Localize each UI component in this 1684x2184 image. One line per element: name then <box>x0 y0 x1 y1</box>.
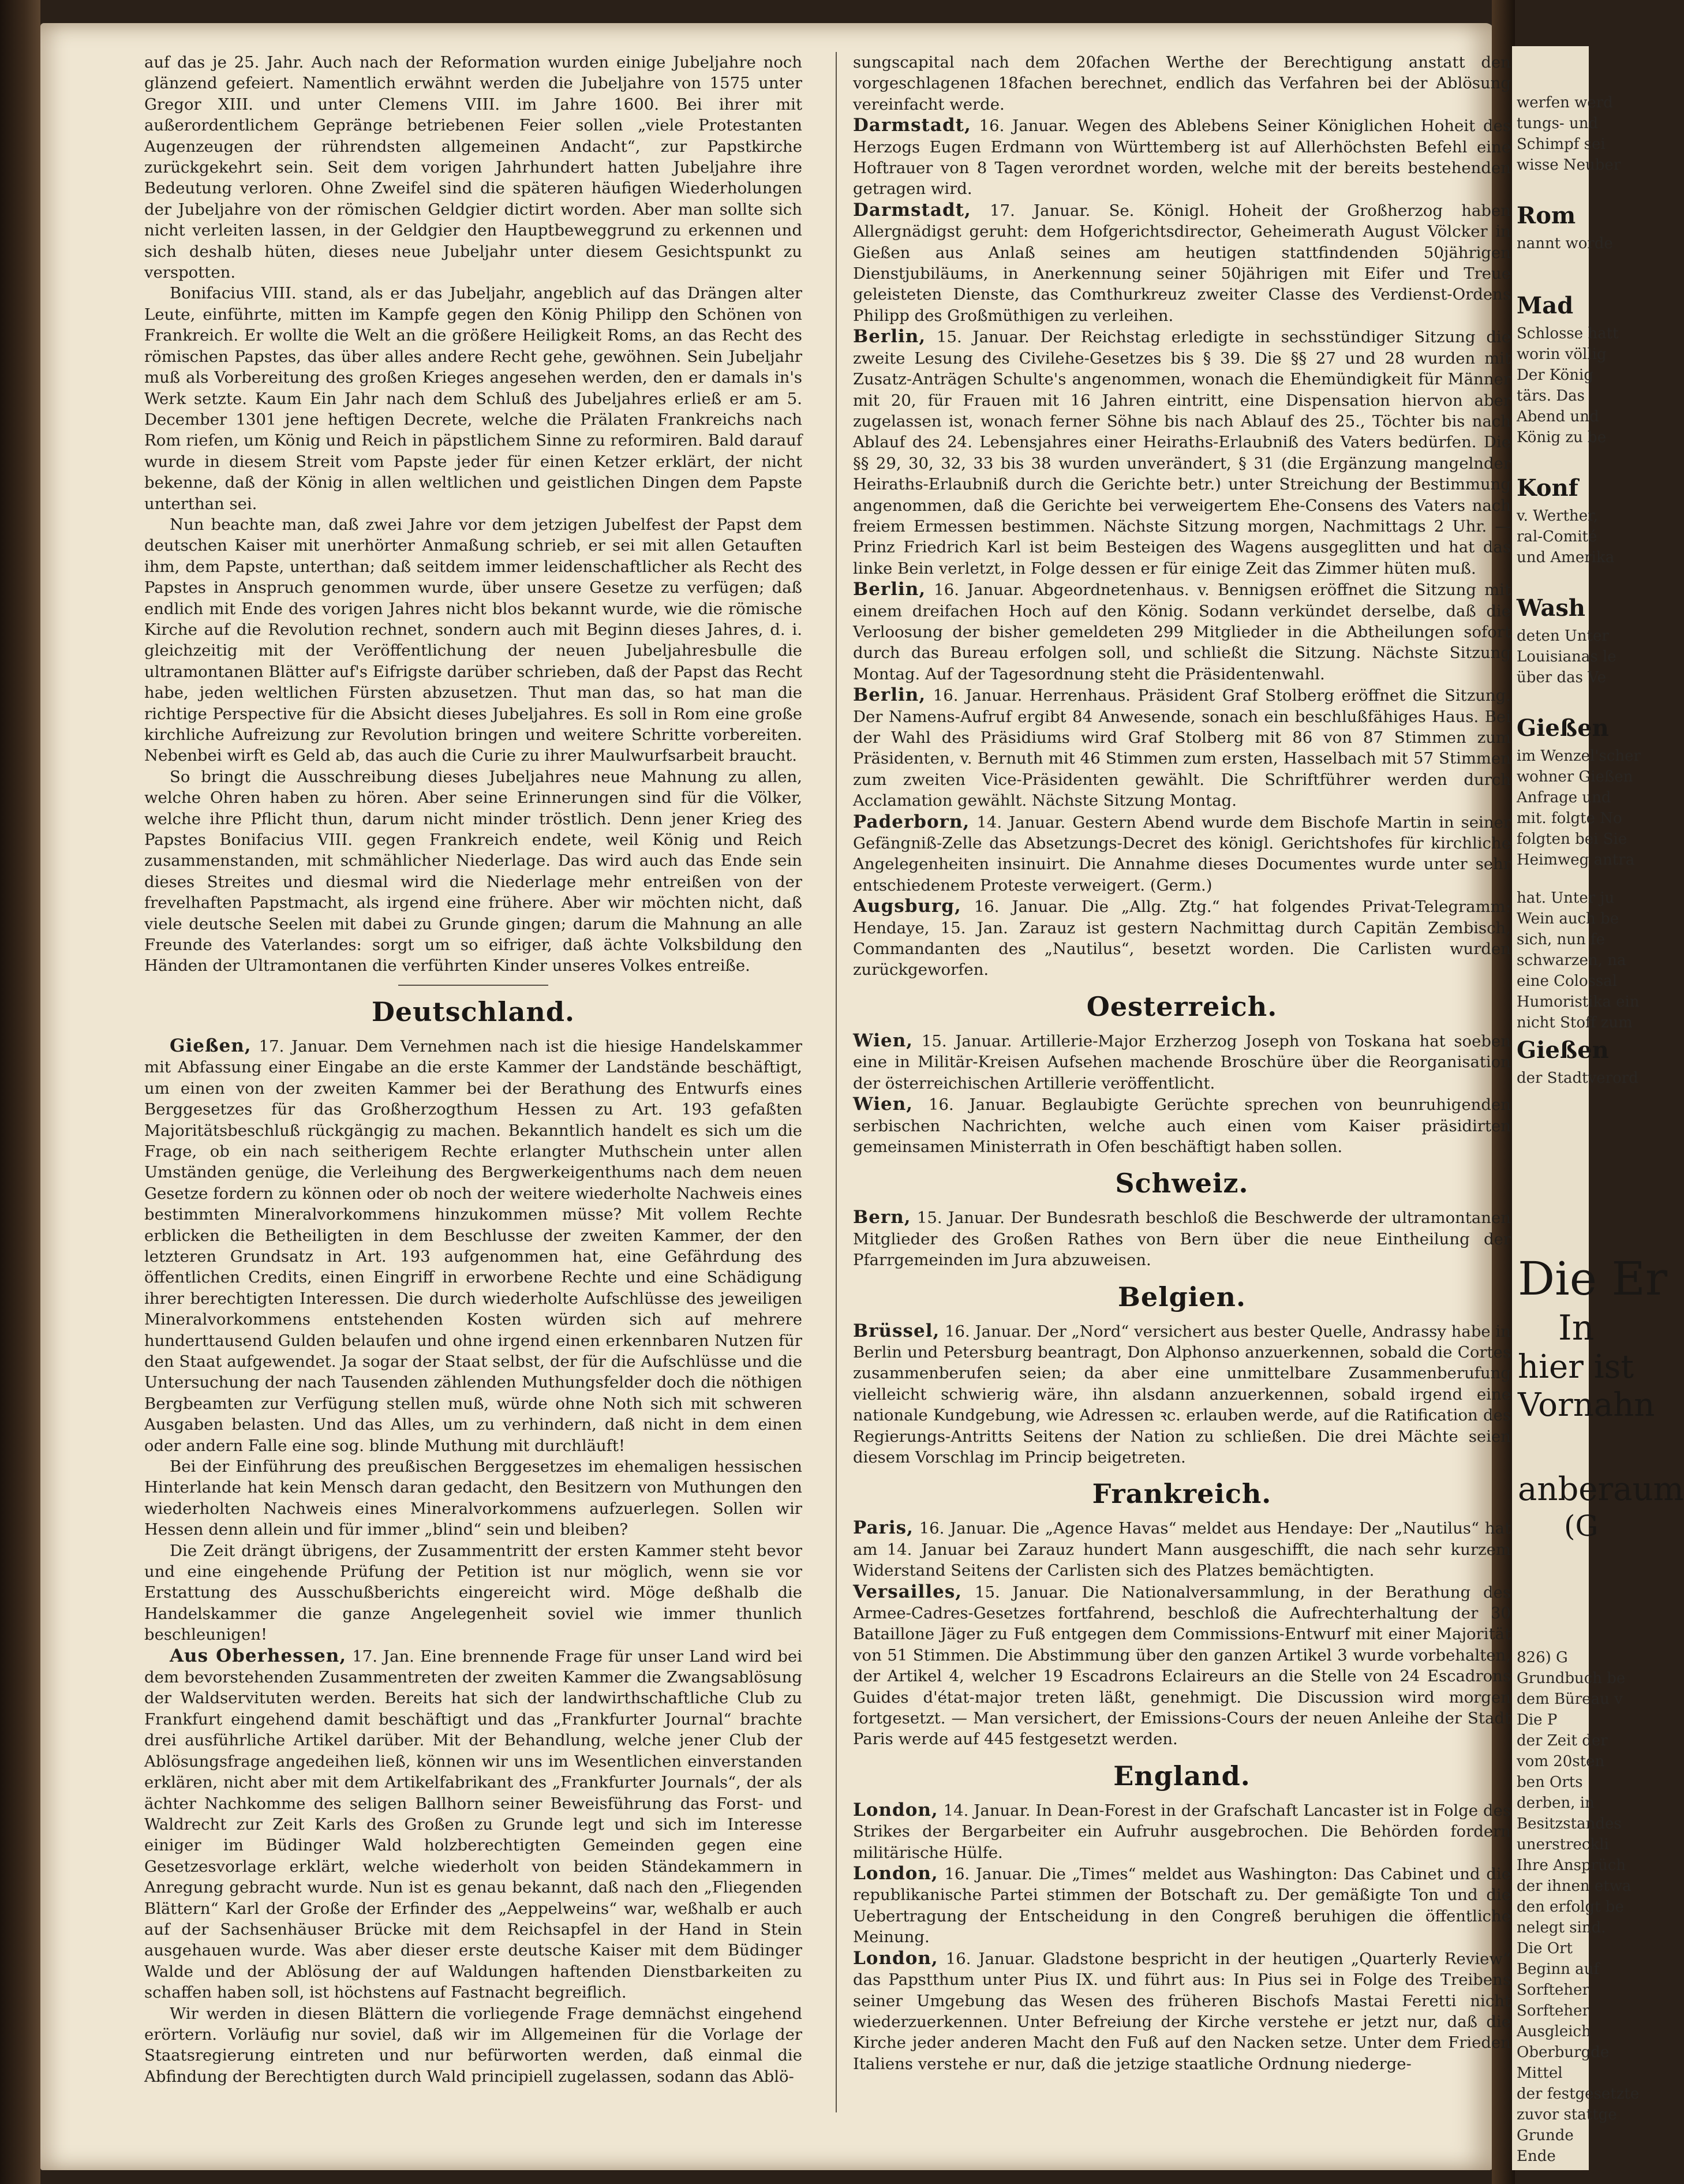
dateline-place: Versailles, <box>853 1581 963 1602</box>
article-entry <box>853 1863 1511 1948</box>
fragment-line: wohner Gießen <box>1517 768 1633 786</box>
fragment-line: Schimpf sei <box>1517 136 1606 153</box>
column-divider <box>836 52 837 2112</box>
fragment-line: Sorfteher <box>1517 2002 1589 2020</box>
fragment-line: Beginn auf <box>1517 1961 1600 1978</box>
fragment-line: Oberburgde <box>1517 2044 1610 2061</box>
fragment-line: wisse Neuber <box>1517 156 1621 174</box>
article-text: 15. Januar. Artillerie-Major Erzherzog Joseph von Toskana hat soeben eine in Militär-Kreisen Aufsehen machende Broschüre über die Reorganisation der österreichischen Artillerie veröffentlicht. <box>853 1031 1511 1093</box>
article-entry <box>853 1321 1511 1468</box>
fragment-large-text: anberaum <box>1518 1471 1684 1508</box>
article-text: 16. Januar. Die „Allg. Ztg.“ hat folgendes Privat-Telegramm: Hendaye, 15. Jan. Zarauz ist gestern Nachmittag durch Capitän Zembisch, Commandanten des „Nautilus“, besetzt worden. Die Carlisten wurden zurückgeworfen. <box>853 897 1511 979</box>
fragment-heading: Gießen <box>1517 1037 1609 1064</box>
section-heading-frankreich: Frankreich. <box>1092 1478 1272 1510</box>
dateline-place: Augsburg, <box>853 896 961 917</box>
dateline-place: Aus Oberhessen, <box>170 1645 347 1666</box>
paragraph: auf das je 25. Jahr. Auch nach der Reformation wurden einige Jubeljahre noch glänzend gefeiert. Namentlich erwähnt werden die Jubeljahre von 1575 unter Gregor XIII. und unter Clemens VIII. im Jahre 1600. Bei ihrer mit außerordentlichem Gepränge betriebenen Feier sollen „viele Protestanten Augenzeugen der rührendsten allgemeinen Andacht“, zur Papstkirche zurückgekehrt sein. Seit dem vorigen Jahrhundert hatten Jubeljahre ihre Bedeutung verloren. Ohne Zweifel sind die späteren häufigen Wiederholungen der Jubeljahre von der römischen Geldgier dictirt worden. Aber man sollte sich nicht verleiten lassen, in der Geldgier den Hauptbeweggrund zu erkennen und sich deshalb hüten, dieses neue Jubeljahr unter diesem Gesichtspunkt zu verspotten. <box>144 53 802 282</box>
dateline-place: Gießen, <box>170 1035 252 1056</box>
fragment-line: Abend und <box>1517 408 1599 425</box>
article-entry <box>853 685 1511 811</box>
fragment-line: tärs. Das <box>1517 387 1585 405</box>
article-entry <box>853 200 1511 326</box>
fragment-heading: Rom <box>1517 202 1576 229</box>
fragment-line: folgten bei Sie <box>1517 831 1627 848</box>
fragment-line: Schlosse hatt <box>1517 325 1619 342</box>
fragment-line: Louisianas le <box>1517 648 1616 665</box>
article-text: 16. Januar. Beglaubigte Gerüchte sprechen von beunruhigenden serbischen Nachrichten, welche auch einen vom Kaiser präsidirten gemeinsamen Ministerrath in Ofen beschäftigt haben sollen. <box>853 1095 1511 1156</box>
dateline-place: Bern, <box>853 1207 911 1228</box>
dateline-place: Berlin, <box>853 685 926 706</box>
fragment-line: mit. folgte No <box>1517 810 1622 827</box>
dateline-place: Paderborn, <box>853 811 970 832</box>
fragment-large-text: (G <box>1564 1509 1599 1543</box>
fragment-large-text: hier ist <box>1518 1348 1634 1386</box>
section-heading-oesterreich: Oesterreich. <box>1086 990 1278 1022</box>
article-text: 16. Januar. Wegen des Ablebens Seiner Königlichen Hoheit des Herzogs Eugen Erdmann von Württemberg ist auf Allerhöchsten Befehl eine Hoftrauer von 8 Tagen verordnet worden, welche mit der bereits bestehenden getragen wird. <box>853 117 1511 199</box>
left-column <box>144 52 802 2130</box>
fragment-line: Ende <box>1517 2148 1556 2165</box>
paragraph: So bringt die Ausschreibung dieses Jubeljahres neue Mahnung zu allen, welche Ohren haben zu hören. Aber seine Erinnerungen sind für die Völker, welche ihre Pflicht thun, darum nicht minder tröstlich. Denn jener Krieg des Papstes Bonifacius VIII. gegen Frankreich endete, weil König und Reich zusammenstanden, mit schmählicher Niederlage. Das wird auch das Ende sein dieses Streites und diesmal wird die Niederlage mehr entreißen von der frevelhaften Papstmacht, als irgend eine frühere. Aber wir möchten nicht, daß viele deutsche Seelen mit dabei zu Grunde gingen; darum die Mahnung an alle Freunde des Vaterlandes: sorgt um so eifriger, daß ächte Volksbildung den Händen der Ultramontanen die verführten Kinder unseres Volkes entreiße. <box>144 767 802 975</box>
fragment-line: zuvor stattge <box>1517 2106 1617 2123</box>
fragment-heading: Mad <box>1517 292 1574 319</box>
paragraph: Die Zeit drängt übrigens, der Zusammentritt der ersten Kammer steht bevor und eine eingehende Prüfung der Petition ist nur möglich, wenn sie vor Erstattung des Ausschußberichts eingereicht wird. Möge deßhalb die Handelskammer die ganze Angelegenheit soviel wie immer thunlich beschleunigen! <box>144 1541 802 1644</box>
article-text: 14. Januar. In Dean-Forest in der Grafschaft Lancaster ist in Folge des Strikes der Bergarbeiter ein Aufruhr ausgebrochen. Die Behörden fordern militärische Hülfe. <box>853 1801 1511 1862</box>
fragment-line: derben, in <box>1517 1794 1595 1812</box>
dateline-place: London, <box>853 1799 938 1820</box>
fragment-line: 826) G <box>1517 1649 1568 1666</box>
article-entry <box>853 1800 1511 1863</box>
fragment-line: worin völlig <box>1517 346 1607 363</box>
article-text: 16. Januar. Die „Agence Havas“ meldet aus Hendaye: Der „Nautilus“ hat am 14. Januar bei Zarauz hundert Mann ausgeschifft, die nach sehr kurzem Widerstand Seitens der Carlisten sich des Platzes bemächtigten. <box>853 1519 1511 1580</box>
dateline-place: Berlin, <box>853 579 926 600</box>
article-text: 17. Januar. Dem Vernehmen nach ist die hiesige Handelskammer mit Abfassung einer Eingabe an die erste Kammer der Landstände beschäftigt, um einen von der zweiten Kammer bei der Berathung des Entwurfs eines Berggesetzes für das Großherzogthum Hessen zu Art. 193 gefaßten Majoritätsbeschluß rückgängig zu machen. Bekanntlich handelt es sich um die Frage, ob ein nach seitherigem Rechte erlangter Muthschein unter allen Umständen genüge, die Verleihung des Bergwerkeigenthums nach dem neuen Gesetze fordern zu können oder ob noch der weitere wiederholte Nachweis eines bestimmten Mineralvorkommens hinzukommen müsse? Mit vollem Rechte erblicken die Betheiligten in dem Beschlusse der zweiten Kammer, der den letzteren Grundsatz in Art. 193 aufgenommen hat, eine Gefährdung des öffentlichen Credits, einen Eingriff in erworbene Rechte und eine Schädigung ihrer berechtigten Interessen. Die durch wiederholte Aufschlüsse des jeweiligen Mineralvorkommens entstehenden Kosten würden sich auf mehrere hunderttausend Gulden belaufen und ohne irgend einen erkennbaren Nutzen für den Staat aufgewendet. Ja sogar der Staat selbst, der für die Aufschlüsse und die Untersuchung der nach Tausenden zählenden Muthungsfelder doch die nöthigen Bergbeamten zur Verfügung stellen muß, würde ohne Noth sich mit schweren Ausgaben belasten. Und das Alles, um zu verhindern, daß nicht in dem einen oder andern Falle eine sog. blinde Muthung mit durchläuft! <box>144 1037 803 1455</box>
fragment-line: der festgesetzte <box>1517 2085 1640 2103</box>
entries-germany <box>853 115 1511 981</box>
fragment-line: den erfolgt be <box>1517 1898 1624 1916</box>
fragment-heading: Gießen <box>1517 715 1609 742</box>
article-text: 14. Januar. Gestern Abend wurde dem Bischofe Martin in seiner Gefängniß-Zelle das Absetzungs-Decret des königl. Gerichtshofes für kirchliche Angelegenheiten insinuirt. Die Annahme dieses Documentes wurde unter sehr entschiedenem Proteste verweigert. (Germ.) <box>853 813 1511 895</box>
article-text: 15. Januar. Der Reichstag erledigte in sechsstündiger Sitzung die zweite Lesung des Civilehe-Gesetzes bis § 39. Die §§ 27 und 28 wurden mit Zusatz-Anträgen Schulte's angenommen, wonach die Ehemündigkeit für Männer mit 20, für Frauen mit 16 Jahren eintritt, eine Dispensation hiervon aber zugelassen ist, wonach ferner Söhne bis nach Ablauf des 25., Töchter bis nach Ablauf des 24. Lebensjahres einer Heiraths-Erlaubniß des Vaters bedürfen. Die §§ 29, 30, 32, 33 bis 38 wurden unverändert, § 31 (die Ergänzung mangelnder Heiraths-Erlaubniß durch die Gerichte betr.) unter Streichung der Bestimmung angenommen, daß die Gerichte bei verweigertem Ehe-Consens des Vaters nach freiem Ermessen bestimmen. Nächste Sitzung morgen, Nachmittags 2 Uhr. — Prinz Friedrich Karl ist beim Besteigen des Wagens ausgeglitten und hat das linke Bein verletzt, in Folge dessen er für einige Zeit das Zimmer hüten muß. <box>853 328 1511 578</box>
left-binding-edge <box>0 0 40 2184</box>
section-heading-schweiz: Schweiz. <box>1115 1168 1249 1199</box>
article-text: 15. Januar. Der Bundesrath beschloß die Beschwerde der ultramontanen Mitglieder des Großen Rathes von Bern über die neue Eintheilung der Pfarrgemeinden im Jura abzuweisen. <box>853 1209 1511 1270</box>
article-text: 17. Januar. Se. Königl. Hoheit der Großherzog haben Allergnädigst geruht: dem Hofgerichtsdirector, Geheimerath August Völcker in Gießen aus Anlaß seines am heutigen stattfindenden 50jährigen Dienstjubiläums, in Anerkennung seiner 50jährigen mit Eifer und Treue geleisteten Dienste, das Comthurkreuz zweiter Classe des Verdienst-Ordens Philipp des Großmüthigen zu verleihen. <box>853 201 1511 325</box>
fragment-line: sich, nun fe <box>1517 931 1606 948</box>
article-text: 16. Januar. Abgeordnetenhaus. v. Bennigsen eröffnet die Sitzung mit einem dreifachen Hoch auf den König. Sodann verkündet derselbe, daß die Verloosung der bisher gemeldeten 299 Mitglieder in die Abtheilungen sofort durch das Bureau erfolgen soll, und schließt die Sitzung. Nächste Sitzung Montag. Auf der Tagesordnung steht die Präsidentenwahl. <box>853 581 1511 683</box>
article-entry <box>853 1207 1511 1270</box>
article-entry <box>853 1581 1511 1750</box>
dateline-place: Darmstadt, <box>853 115 971 136</box>
fragment-large-text: Vornahn <box>1518 1386 1655 1424</box>
fragment-line: schwarzen, na <box>1517 952 1626 969</box>
fragment-line: Ausgleich <box>1517 2023 1591 2040</box>
article-entry <box>853 896 1511 981</box>
fragment-line: Die P <box>1517 1711 1558 1729</box>
dateline-place: London, <box>853 1863 938 1884</box>
fragment-heading: Wash <box>1517 594 1585 622</box>
section-heading-belgien: Belgien. <box>1118 1281 1246 1312</box>
paragraph: Bei der Einführung des preußischen Berggesetzes im ehemaligen hessischen Hinterlande hat kein Mensch daran gedacht, den Besitzern von Muthungen den wiederholten Nachweis eines Mineralvorkommens aufzuerlegen. Sollen wir Hessen denn allein und für immer „blind“ sein und bleiben? <box>144 1457 802 1539</box>
section-heading-england: England. <box>1113 1760 1251 1792</box>
article-text: 17. Jan. Eine brennende Frage für unser Land wird bei dem bevorstehenden Zusammentreten der zweiten Kammer die Zwangsablösung der Waldservituten werden. Bereits hat sich der landwirthschaftliche Club zu Frankfurt eingehend damit beschäftigt und das „Frankfurter Journal“ brachte drei ausführliche Artikel darüber. Mit der Behandlung, welche jener Club der Ablösungsfrage angedeihen ließ, können wir uns im Wesentlichen einverstanden erklären, nicht aber mit dem Artikelfabrikant des „Frankfurter Journals“, der als ächter Nachkomme des seligen Ballhorn seiner Beweisführung das Forst- und Waldrecht zur Zeit Karls des Großen zu Grunde legt und sich im Interesse einiger im Büdinger Wald holzberechtigten Gemeinden gegen eine Gesetzesvorlage erklärt, welche wiederholt von beiden Ständekammern in Anregung gebracht wurde. Nun ist es genau bekannt, daß nach den „Fliegenden Blättern“ Karl der Große der Erfinder des „Aeppelweins“ war, weßhalb er auch auf der Sachsenhäuser Brücke mit dem Reichsapfel in der Hand in Stein ausgehauen wurde. Was aber dieser erste deutsche Kaiser mit dem Büdinger Walde und der Ablösung der auf Waldungen haftenden Dienstbarkeiten zu schaffen haben soll, ist höchstens auf Fastnacht begreiflich. <box>144 1647 802 2002</box>
fragment-line: deten Unter <box>1517 627 1609 645</box>
fragment-line: und Amerika <box>1517 549 1615 566</box>
fragment-line: werfen werd <box>1517 94 1613 111</box>
dateline-place: Brüssel, <box>853 1320 940 1341</box>
dateline-place: Paris, <box>853 1517 914 1539</box>
fragment-line: ral-Comité <box>1517 528 1597 545</box>
fragment-line: eine Colossal <box>1517 973 1618 990</box>
article-entry <box>853 811 1511 896</box>
fragment-line: Die Ort <box>1517 1940 1573 1957</box>
article-entry <box>853 1517 1511 1581</box>
fragment-large-text: Die Er <box>1518 1252 1668 1306</box>
paragraph: Bonifacius VIII. stand, als er das Jubeljahr, angeblich auf das Drängen alter Leute, einführte, mitten im Kampfe gegen den König Philipp den Schönen von Frankreich. Er wollte die Welt an die größere Heiligkeit Roms, an das Recht des römischen Papstes, das über alles andere Recht gehe, gewöhnen. Sein Jubeljahr muß als Vorbereitung des großen Krieges angesehen werden, den er damals in's Werk setzte. Kaum Ein Jahr nach dem Schluß des Jubeljahres erließ er am 5. December 1301 jene heftigen Decrete, welche die Prälaten Frankreichs nach Rom riefen, um König und Reich in päpstlichem Sinne zu reformiren. Bald darauf wurde in diesem Streit vom Papste jeder für einen Ketzer erklärt, der nicht bekenne, daß der König in allen weltlichen und geistlichen Dingen dem Papste unterthan sei. <box>144 284 802 513</box>
fragment-line: unerstreckli <box>1517 1836 1609 1853</box>
article-text: 16. Januar. Herrenhaus. Präsident Graf Stolberg eröffnet die Sitzung. Der Namens-Aufruf ergibt 84 Anwesende, sonach ein beschlußfähiges Haus. Bei der Wahl des Präsidiums wird Graf Stolberg mit 86 von 87 Stimmen zum Präsidenten, v. Bernuth mit 46 Stimmen zum ersten, Hasselbach mit 57 Stimmen zum zweiten Vice-Präsidenten gewählt. Die Schriftführer werden durch Acclamation gewählt. Nächste Sitzung Montag. <box>853 686 1511 810</box>
article-entry <box>853 115 1511 200</box>
fragment-line: nelegt sind. <box>1517 1919 1606 1936</box>
fragment-line: Der König <box>1517 367 1594 384</box>
fragment-line: König zu be <box>1517 429 1607 446</box>
fragment-line: v. Werther, <box>1517 507 1598 525</box>
article-giessen <box>144 1035 802 1456</box>
fragment-line: Besitzstandes <box>1517 1815 1622 1833</box>
fragment-large-text: In <box>1558 1308 1595 1348</box>
fragment-line: hat. Unter ju <box>1517 889 1615 907</box>
article-entry <box>853 1094 1511 1157</box>
fragment-lines <box>1512 92 1621 175</box>
fragment-bottom-lines <box>1512 1647 1640 2167</box>
fragment-line: Grundbuch be <box>1517 1670 1626 1687</box>
paragraph: sungscapital nach dem 20fachen Werthe der Berechtigung anstatt den vorgeschlagenen 18fachen berechnet, endlich das Verfahren bei der Ablösung vereinfacht werde. <box>853 53 1511 114</box>
fragment-line: Heimweg antra <box>1517 851 1635 869</box>
fragment-line: nannt worde <box>1517 235 1613 252</box>
fragment-line: Wein auch be <box>1517 910 1619 928</box>
fragment-line: Sorfteher <box>1517 1981 1589 1999</box>
fragment-line: im Wenzel'scher <box>1517 747 1641 765</box>
fragment-line: Anfrage und <box>1517 789 1611 806</box>
next-page-fragment <box>1512 46 1684 2170</box>
article-entry <box>853 1948 1511 2074</box>
article-entry <box>853 1030 1511 1094</box>
fragment-line: Humoristika ein <box>1517 993 1640 1011</box>
right-column <box>853 52 1511 2130</box>
fragment-line: der ihnen etwa <box>1517 1878 1631 1895</box>
article-text: 16. Januar. Der „Nord“ versichert aus bester Quelle, Andrassy habe in Berlin und Petersburg beantragt, Don Alphonso anzuerkennen, sobald die Cortes zusammenberufen seien; da aber eine unmittelbare Zusammenberufung vielleicht schwierig wäre, ihn alsdann anzuerkennen, sobald irgend eine nationale Kundgebung, wie Adressen ꝛc. erlauben werde, auf die Ratification des Regierungs-Antritts Seitens der Nation zu schließen. Die drei Mächte seien diesem Vorschlag im Princip beigetreten. <box>853 1322 1511 1467</box>
fragment-line: Ihre Ansprüch <box>1517 1857 1626 1874</box>
dateline-place: Wien, <box>853 1030 914 1051</box>
fragment-line: ben Orts <box>1517 1774 1583 1791</box>
dateline-place: Berlin, <box>853 326 926 347</box>
fragment-line: nicht Stoff zum <box>1517 1014 1633 1031</box>
fragment-line: der Stadtverord <box>1517 1069 1638 1087</box>
fragment-line: Mittel <box>1517 2065 1563 2082</box>
paragraph: Nun beachte man, daß zwei Jahre vor dem jetzigen Jubelfest der Papst dem deutschen Kaiser mit unerhörter Anmaßung schrieb, er sei mit allen Getauften ihm, dem Papste, unterthan; daß seitdem immer leidenschaftlicher als Recht des Papstes in Anspruch genommen wurde, über unsere Gesetze zu verfügen; daß endlich mit Ende des vorigen Jahres nicht blos bekannt wurde, wie die römische Kirche auf die Revolution rechnet, sondern auch mit Beginn dieses Jahres, d. i. gleichzeitig mit der Veröffentlichung der neuen Jubeljahresbulle die ultramontanen Blätter auf's Eifrigste darüber schrieben, daß der Papst das Recht habe, jeden weltlichen Fürsten abzusetzen. Thut man das, so hat man die richtige Perspective für die Absicht dieses Jubeljahres. Es soll in Rom eine große kirchliche Aufreizung zur Revolution bringen und weitere Schritte vorbereiten. Nebenbei wirft es Geld ab, das auch die Curie zu ihrer Maulwurfsarbeit braucht. <box>144 515 802 765</box>
dateline-place: Wien, <box>853 1094 914 1115</box>
dateline-place: London, <box>853 1947 938 1969</box>
fragment-line: Grunde <box>1517 2127 1574 2144</box>
dateline-place: Darmstadt, <box>853 199 971 220</box>
article-text: 15. Januar. Die Nationalversammlung, in der Berathung des Armee-Cadres-Gesetzes fortfahrend, beschloß die Aufrechterhaltung der 30 Bataillone Jäger zu Fuß entgegen dem Commissions-Entwurf mit einer Majorität von 51 Stimmen. Die Abstimmung über den ganzen Artikel 3 wurde vorbehalten, der Artikel 4, welcher 19 Escadrons Eclaireurs an die Stelle von 24 Escadrons Guides d'état-major treten läßt, genehmigt. Die Discussion wird morgen fortgesetzt. — Man versichert, der Emissions-Cours der neuen Anleihe der Stadt Paris werde auf 445 festgesetzt werden. <box>853 1583 1511 1749</box>
paragraph: Wir werden in diesen Blättern die vorliegende Frage demnächst eingehend erörtern. Vorläufig nur soviel, daß wir im Allgemeinen für die Vorlage der Staatsregierung eintreten und nur befürworten werden, daß einmal die Abfindung der Berechtigten durch Wald principiell zugelassen, sodann das Ablö- <box>144 2004 802 2086</box>
fragment-heading: Konf <box>1517 474 1578 502</box>
divider <box>398 985 548 986</box>
article-text: 16. Januar. Gladstone bespricht in der heutigen „Quarterly Review“ das Papstthum unter Pius IX. und führt aus: In Pius sei in Folge des Treibens seiner Umgebung das Wesen des früheren Bischofs Mastai Feretti nicht wiederzuerkennen. Unter Befreiung der Kirche verstehe er jetzt nur, daß die Kirche jeder anderen Macht den Fuß auf den Nacken setze. Unter dem Frieden Italiens verstehe er nur, daß die jetzige staatliche Ordnung niederge- <box>853 1949 1511 2073</box>
fragment-line: vom 20sten <box>1517 1753 1605 1770</box>
article-oberhessen <box>144 1646 802 2003</box>
fragment-line: über das Ve <box>1517 669 1606 686</box>
article-text: 16. Januar. Die „Times“ meldet aus Washington: Das Cabinet und die republikanische Partei stimmen der Botschaft zu. Der gemäßigte Ton und die Uebertragung der Entscheidung in den Congreß beruhigen die öffentliche Meinung. <box>853 1865 1511 1947</box>
fragment-line: dem Büreau v <box>1517 1691 1623 1708</box>
fragment-line: der Zeit der <box>1517 1732 1608 1749</box>
fragment-line: tungs- und <box>1517 115 1599 132</box>
section-heading-deutschland: Deutschland. <box>371 996 575 1027</box>
article-entry <box>853 579 1511 685</box>
article-entry <box>853 326 1511 579</box>
